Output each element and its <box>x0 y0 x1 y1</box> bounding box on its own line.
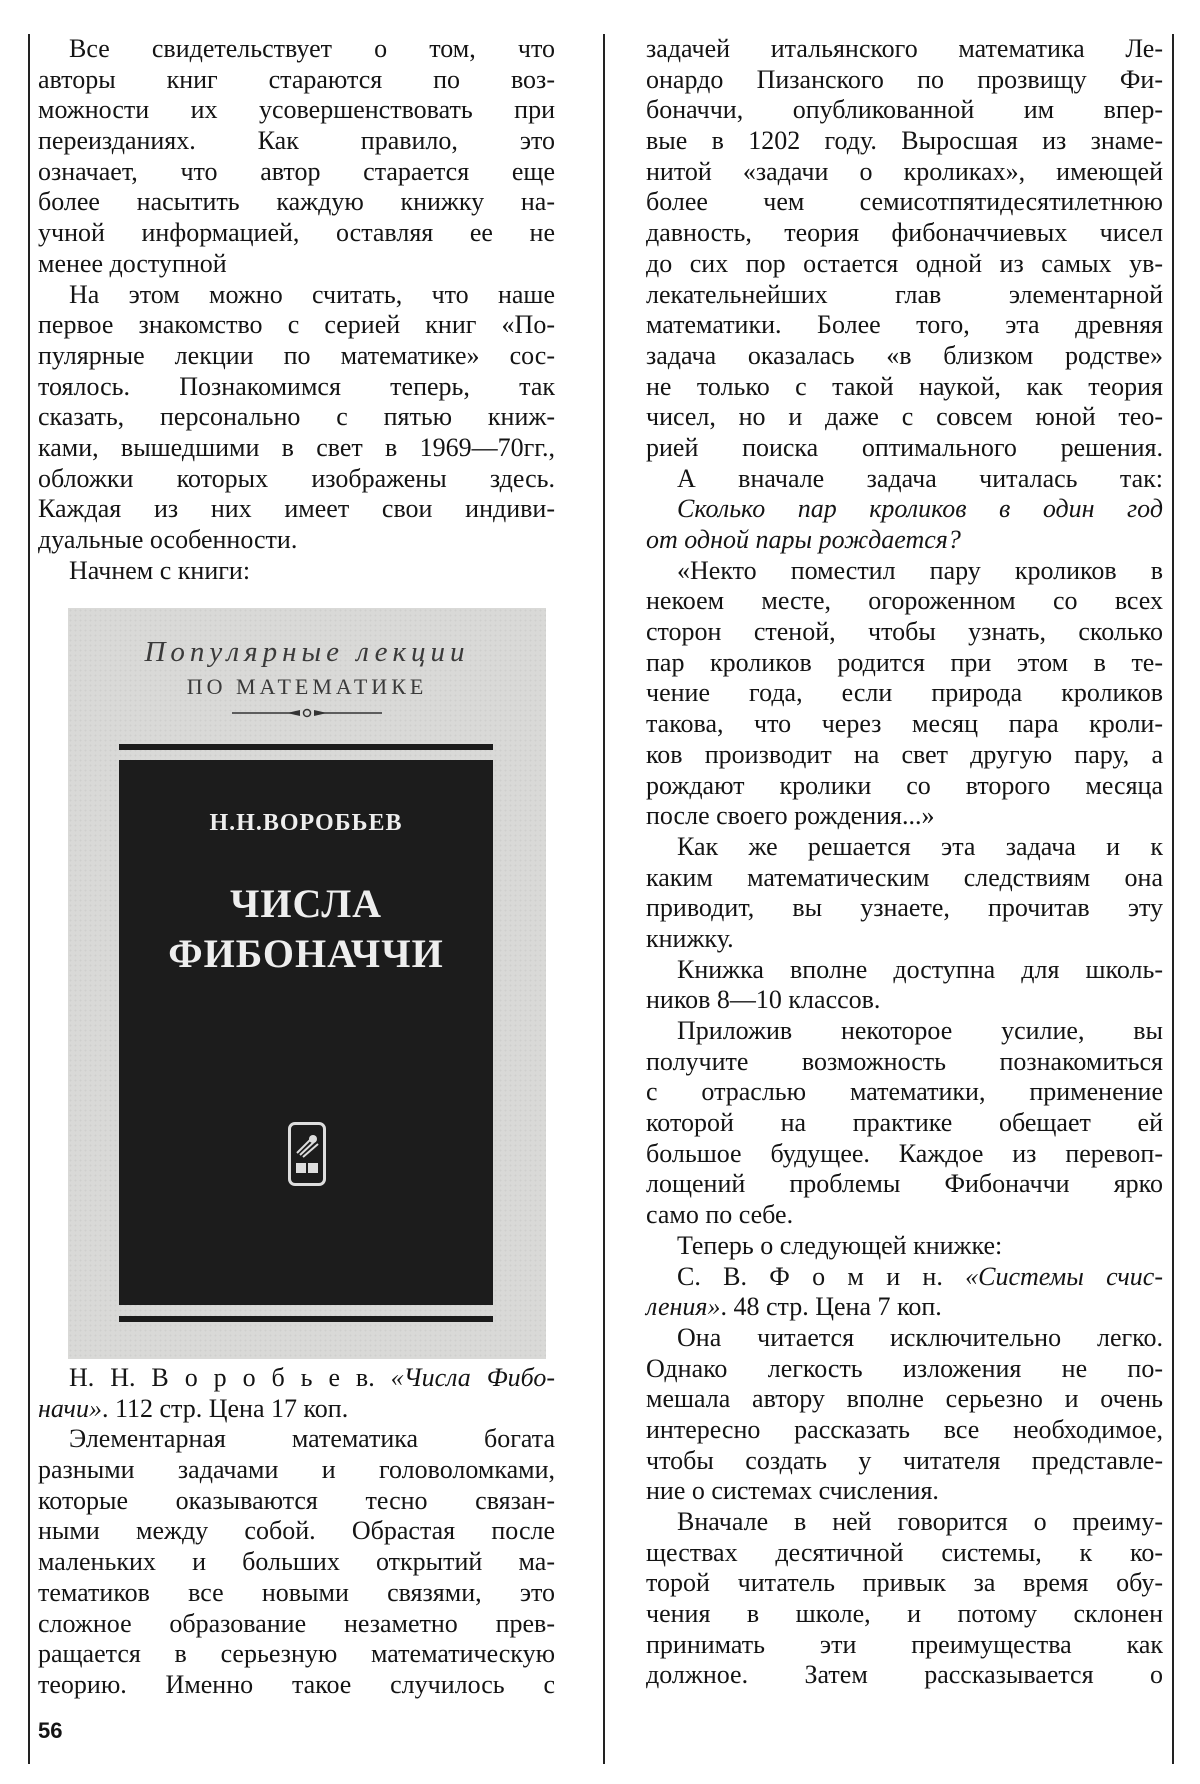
text-line: Начнем с книги: <box>69 555 251 585</box>
left-column-top-text <box>38 34 555 586</box>
text-line: обложки которых изображены здесь. <box>38 463 555 493</box>
text-line: такова, что через месяц пара кроли- <box>646 709 1163 739</box>
left-column-bottom-text <box>38 1363 555 1701</box>
text-line: авторы книг стараются по воз- <box>38 64 555 94</box>
text-line: можности их усовершенствовать при <box>38 95 555 125</box>
text-line: чтобы создать у читателя представле- <box>646 1445 1163 1475</box>
text-line: теорию. Именно такое случилось с <box>38 1669 555 1699</box>
cover-bottom-bar <box>119 1316 493 1322</box>
text-line: сторон стеной, чтобы узнать, сколько <box>646 617 1163 647</box>
text-line: пар кроликов родится при этом в те- <box>646 647 1163 677</box>
text-line: математики. Более того, эта древняя <box>646 310 1163 340</box>
text-line: книжку. <box>646 923 734 953</box>
italic-text: «Системы счис- <box>965 1261 1163 1291</box>
cover-top-bar <box>119 744 493 750</box>
text-line: означает, что автор старается еще <box>38 156 555 186</box>
text-line: лощений проблемы Фибоначчи ярко <box>646 1169 1163 1199</box>
cover-title-line1: ЧИСЛА <box>229 881 383 926</box>
paragraph <box>646 1507 1163 1691</box>
ornament-icon <box>232 708 382 718</box>
text-line: торой читатель привык за время обу- <box>646 1568 1163 1598</box>
paragraph <box>38 1424 555 1700</box>
text-line: сказать, персонально с пятью книж- <box>38 402 555 432</box>
text-line: лекательнейших глав элементарной <box>646 279 1163 309</box>
text-line: ние о системах счисления. <box>646 1476 939 1506</box>
text-line: более насытить каждую книжку на- <box>38 187 555 217</box>
text-line: само по себе. <box>646 1200 794 1230</box>
text-line: учной информацией, оставляя ее не <box>38 218 555 248</box>
cover-dark-panel <box>119 760 493 1305</box>
text-line: Элементарная математика богата <box>69 1424 555 1454</box>
text-line: до сих пор остается одной из самых ув- <box>646 248 1163 278</box>
paragraph <box>38 280 555 556</box>
cover-author: Н.Н.ВОРОБЬЕВ <box>209 810 403 836</box>
left-column-rule <box>28 34 30 1764</box>
text-line: нитой «задачи о кроликах», имеющей <box>646 156 1163 186</box>
text-line: чение года, если природа кроликов <box>646 678 1163 708</box>
text-line <box>38 1394 555 1425</box>
text-line: должное. Затем рассказывается о <box>646 1660 1163 1690</box>
text-line: приводит, вы узнаете, прочитав эту <box>646 893 1163 923</box>
text-line: ников 8—10 классов. <box>646 985 881 1015</box>
text-line: дуальные особенности. <box>38 525 298 554</box>
text-line: каким математическим следствиям она <box>646 862 1163 892</box>
text-line: Как же решается эта задача и к <box>677 831 1163 861</box>
text-line: давность, теория фибоначчиевых чисел <box>646 218 1163 248</box>
cover-series-title: Популярные лекции <box>144 636 470 668</box>
italic-text: начи» <box>38 1393 102 1423</box>
text-line: менее доступной <box>38 248 227 278</box>
text-line: рией поиска оптимального решения. <box>646 432 1163 462</box>
text-line: Приложив некоторое усилие, вы <box>677 1016 1163 1045</box>
text-segment: Н. Н. В о р о б ь е в. <box>69 1363 391 1392</box>
text-line: ков производит на свет другую пару, а <box>646 739 1163 769</box>
italic-text: от одной пары рождается? <box>646 525 961 554</box>
paragraph <box>38 556 555 587</box>
text-line: некоем месте, огороженном со всех <box>646 586 1163 616</box>
center-column-rule <box>603 34 605 1764</box>
italic-text: ления» <box>646 1292 721 1322</box>
paragraph <box>38 34 555 280</box>
paragraph <box>646 556 1163 832</box>
text-line <box>646 494 1163 525</box>
text-line: с отраслью математики, применение <box>646 1077 1163 1107</box>
text-line: маленьких и больших открытий ма- <box>38 1547 555 1577</box>
page-number: 56 <box>38 1718 63 1743</box>
paragraph <box>38 1363 555 1424</box>
paragraph <box>646 1231 1163 1262</box>
publisher-emblem-icon <box>288 1122 326 1186</box>
text-line: разными задачами и головоломками, <box>38 1455 555 1485</box>
paragraph <box>646 1323 1163 1507</box>
text-segment: . 48 стр. Цена 7 коп. <box>720 1292 942 1322</box>
text-line: задача оказалась «в близком родстве» <box>646 340 1163 370</box>
text-line <box>646 525 1163 556</box>
text-line: тематиков все новыми связями, это <box>38 1577 555 1607</box>
text-line: Она читается исключительно легко. <box>677 1322 1163 1352</box>
text-line: Все свидетельствует о том, что <box>69 34 555 63</box>
text-line: Каждая из них имеет свои индиви- <box>38 494 555 524</box>
right-column-text <box>646 34 1163 1691</box>
paragraph <box>646 494 1163 555</box>
text-line: ращается в серьезную математическую <box>38 1639 555 1669</box>
text-line: тоялось. Познакомимся теперь, так <box>38 371 555 401</box>
text-line: рождают кролики со второго месяца <box>646 770 1163 800</box>
text-line: Теперь о следующей книжке: <box>677 1230 1003 1260</box>
text-line <box>646 1292 1163 1323</box>
italic-text: Сколько пар кроликов в один год <box>677 494 1163 524</box>
text-line: не только с такой наукой, как теория <box>646 371 1163 401</box>
text-line: Книжка вполне доступна для школь- <box>677 954 1163 984</box>
text-line: чисел, но и даже с совсем юной тео- <box>646 402 1163 432</box>
paragraph <box>646 955 1163 1016</box>
text-line: ществах десятичной системы, к ко- <box>646 1537 1163 1567</box>
paragraph <box>646 1262 1163 1323</box>
text-line: сложное образование незаметно прев- <box>38 1608 555 1638</box>
book-cover-image <box>68 608 546 1359</box>
paragraph <box>646 1016 1163 1231</box>
text-line: чения в школе, и потому склонен <box>646 1599 1163 1629</box>
text-line: после своего рождения...» <box>646 801 935 831</box>
text-line: интересно рассказать все необходимое, <box>646 1414 1163 1444</box>
text-line: ками, вышедшими в свет в 1969—70гг., <box>38 432 555 462</box>
text-segment: . 112 стр. Цена 17 коп. <box>101 1393 349 1423</box>
text-line: вые в 1202 году. Выросшая из знаме- <box>646 126 1163 156</box>
text-line: пулярные лекции по математике» сос- <box>38 340 555 370</box>
cover-series-subtitle: ПО МАТЕМАТИКЕ <box>186 674 428 699</box>
text-line: переизданиях. Как правило, это <box>38 126 555 156</box>
paragraph <box>646 34 1163 464</box>
text-line: получите возможность познакомиться <box>646 1046 1163 1076</box>
text-line: боначчи, опубликованной им впер- <box>646 95 1163 125</box>
text-line <box>646 1262 1163 1293</box>
text-segment: С. В. Ф о м и н. <box>677 1261 966 1291</box>
paragraph <box>646 832 1163 955</box>
cover-title-line2: ФИБОНАЧЧИ <box>168 931 444 976</box>
right-column-rule <box>1172 34 1174 1764</box>
paragraph <box>646 464 1163 495</box>
text-line: которые оказываются тесно связан- <box>38 1485 555 1515</box>
text-line: Вначале в ней говорится о преиму- <box>677 1507 1163 1536</box>
text-line: первое знакомство с серией книг «По- <box>38 310 555 340</box>
text-line: «Некто поместил пару кроликов в <box>677 555 1163 585</box>
text-line: которой на практике обещает ей <box>646 1108 1163 1138</box>
text-line: мешала автору вполне серьезно и очень <box>646 1384 1163 1414</box>
text-line: большое будущее. Каждое из перевоп- <box>646 1138 1163 1168</box>
italic-text: «Числа Фибо- <box>390 1363 555 1392</box>
text-line: ными между собой. Обрастая после <box>38 1516 555 1546</box>
text-line: задачей итальянского математика Ле- <box>646 34 1163 63</box>
text-line: принимать эти преимущества как <box>646 1629 1163 1659</box>
text-line: более чем семисотпятидесятилетнюю <box>646 187 1163 217</box>
text-line: онардо Пизанского по прозвищу Фи- <box>646 64 1163 94</box>
text-line: На этом можно считать, что наше <box>69 279 555 309</box>
text-line: А вначале задача читалась так: <box>677 463 1163 493</box>
text-line <box>38 1363 555 1394</box>
text-line: Однако легкость изложения не по- <box>646 1353 1163 1383</box>
